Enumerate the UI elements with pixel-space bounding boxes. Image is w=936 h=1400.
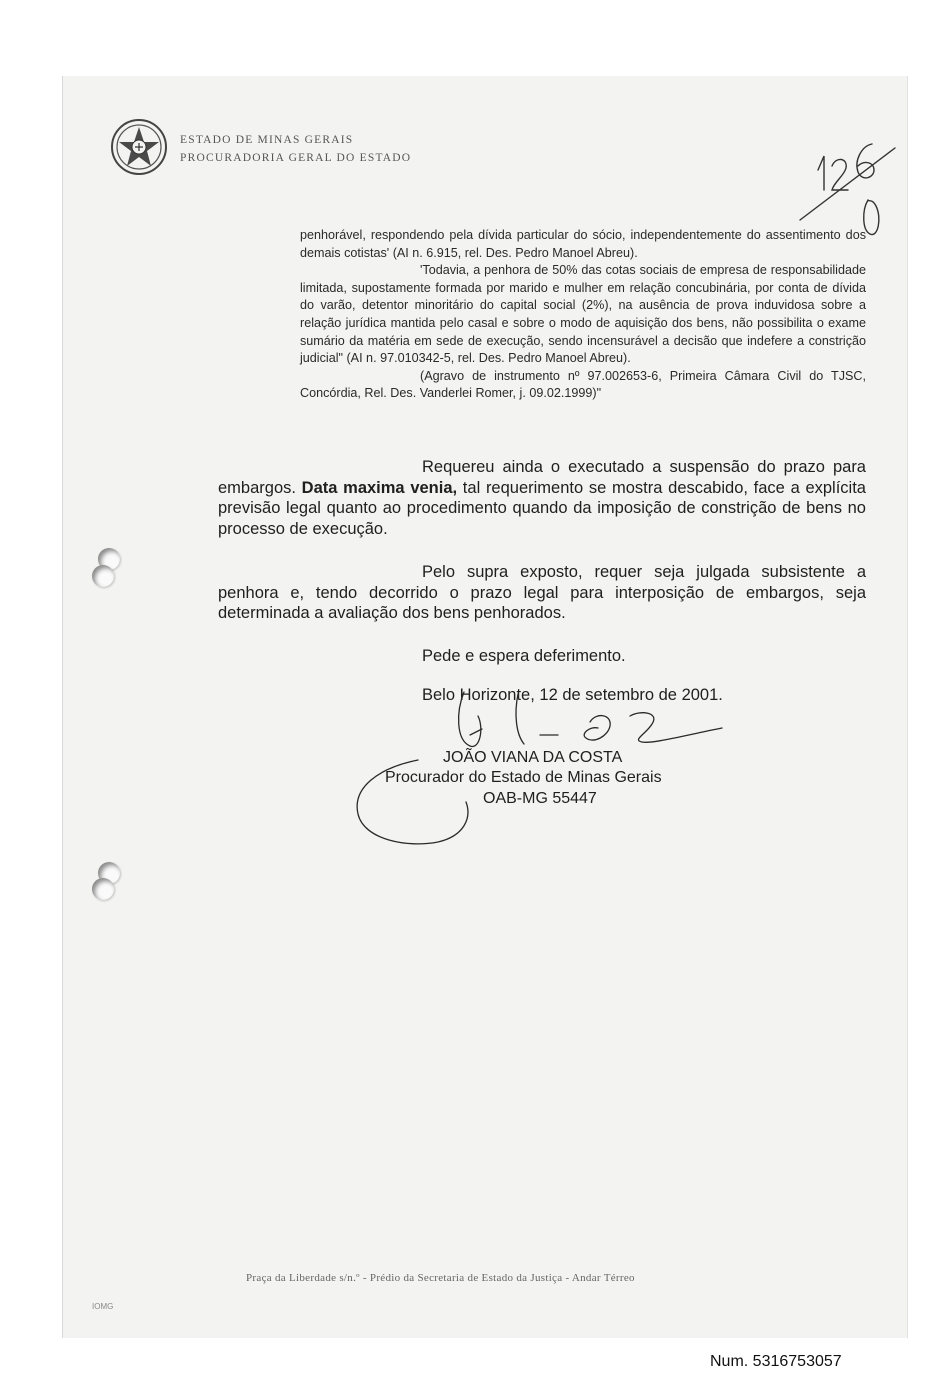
signatory-role: Procurador do Estado de Minas Gerais	[385, 769, 662, 786]
letterhead-state: ESTADO DE MINAS GERAIS	[180, 134, 354, 146]
quote-paragraph: penhorável, respondendo pela dívida particular do sócio, independentemente do assentimento dos demais cotistas' (AI n. 6.915, rel. Des. Pedro Manoel Abreu).	[300, 228, 866, 260]
printer-code: IOMG	[92, 1302, 114, 1311]
document-number: Num. 5316753057	[710, 1353, 842, 1370]
body-paragraph: Pelo supra exposto, requer seja julgada subsistente a penhora e, tendo decorrido o prazo legal para interposição de embargos, seja determinada a avaliação dos bens penhorados.	[218, 563, 866, 622]
place-date: Belo Horizonte, 12 de setembro de 2001.	[422, 686, 723, 704]
letterhead	[180, 131, 411, 167]
quoted-jurisprudence	[300, 227, 866, 403]
quote-paragraph: 'Todavia, a penhora de 50% das cotas sociais de empresa de responsabilidade limitada, supostamente formada por marido e mulher em relação concubinária, por conta de dívida do varão, detentor minoritário do capital social (2%), na ausência de prova induvidosa sobre a relação jurídica mantida pelo casal e sobre o modo de aquisição dos bens, não possibilita o exame sumário da matéria em sede de execução, sendo incensurável a decisão que indefere a constrição judicial" (AI n. 97.010342-5, rel. Des. Pedro Manoel Abreu).	[300, 263, 866, 366]
petition-body	[218, 457, 866, 539]
letterhead-agency: PROCURADORIA GERAL DO ESTADO	[180, 152, 412, 164]
closing-request: Pede e espera deferimento.	[422, 647, 626, 665]
latin-expression: Data maxima venia,	[301, 478, 458, 497]
body-paragraph: Requereu ainda o executado a suspensão do prazo para embargos. Data maxima venia, tal requerimento se mostra descabido, face a explícita previsão legal quanto ao procedimento quando da imposição de constrição de bens no processo de execução.	[218, 458, 866, 538]
footer-address: Praça da Liberdade s/n.º - Prédio da Secretaria de Estado da Justiça - Andar Térreo	[246, 1272, 635, 1284]
signatory-oab: OAB-MG 55447	[483, 790, 597, 807]
quote-citation: (Agravo de instrumento nº 97.002653-6, Primeira Câmara Civil do TJSC, Concórdia, Rel. Des. Vanderlei Romer, j. 09.02.1999)"	[300, 368, 866, 401]
signatory-name: JOÃO VIANA DA COSTA	[443, 749, 623, 766]
petition-body	[218, 646, 866, 667]
petition-body	[218, 685, 866, 706]
petition-body	[218, 562, 866, 624]
punch-hole	[92, 565, 114, 587]
state-seal-icon	[110, 118, 168, 176]
punch-hole	[92, 878, 114, 900]
